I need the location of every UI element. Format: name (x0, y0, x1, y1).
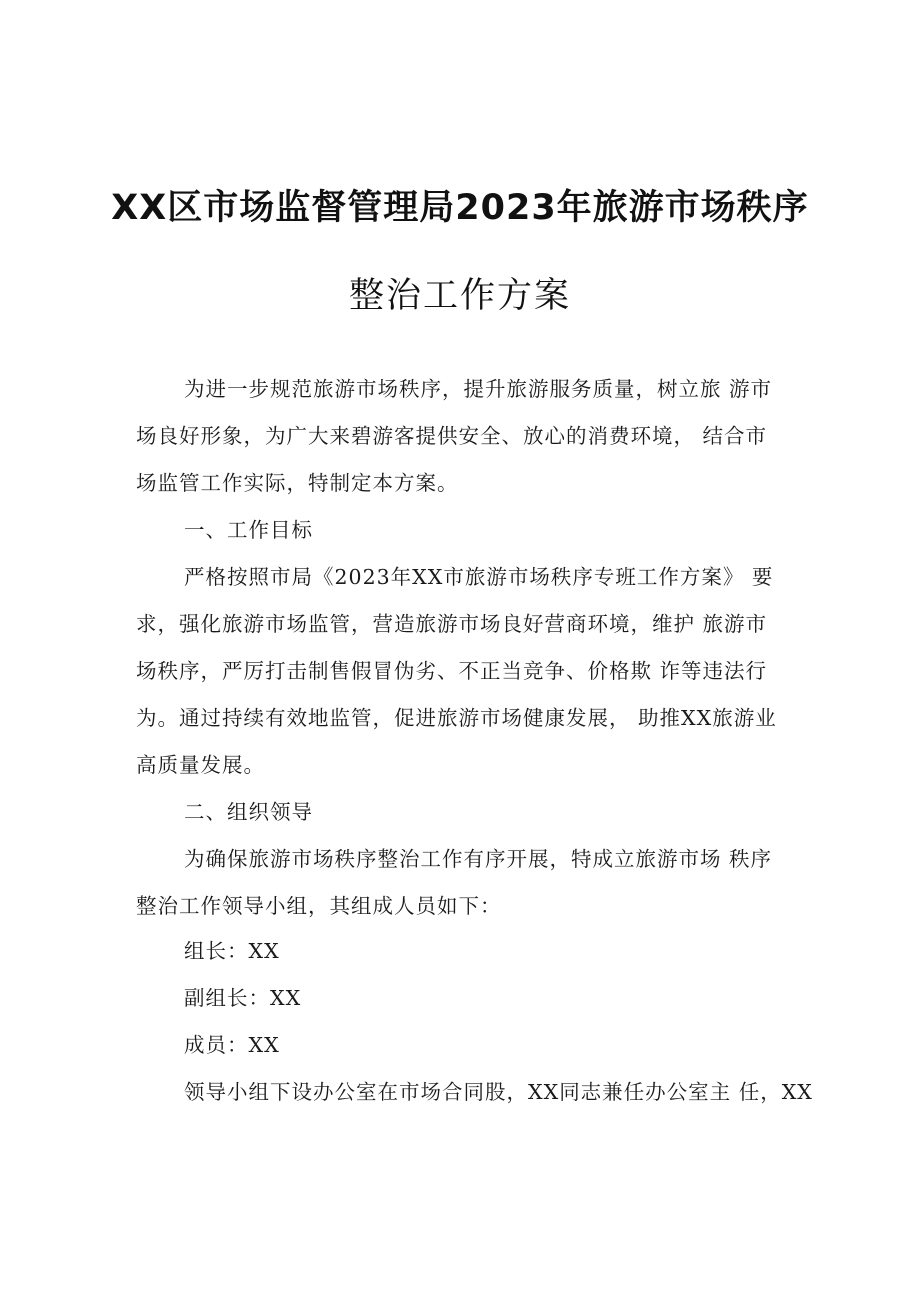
paragraph-line: 场良好形象，为广大来碧游客提供安全、放心的消费环境， 结合市 (136, 424, 768, 448)
document-title-line-2: 整治工作方案 (348, 276, 571, 316)
document-title-line-1: XX区市场监督管理局2023年旅游市场秩序 (111, 188, 809, 228)
paragraph-line: 严格按照市局《2023年XX市旅游市场秩序专班工作方案》 要 (184, 565, 774, 589)
paragraph-line: 整治工作领导小组，其组成人员如下： (136, 894, 502, 918)
paragraph-line: 场监管工作实际，特制定本方案。 (136, 471, 459, 495)
section-heading: 二、组织领导 (184, 800, 313, 824)
member-line: 副组长：XX (184, 986, 302, 1010)
paragraph-line: 为。通过持续有效地监管，促进旅游市场健康发展， 助推XX旅游业 (136, 706, 777, 730)
section-heading: 一、工作目标 (184, 518, 313, 542)
member-line: 组长：XX (184, 939, 280, 963)
paragraph-line: 为进一步规范旅游市场秩序，提升旅游服务质量，树立旅 游市 (184, 377, 773, 401)
member-line: 成员：XX (184, 1033, 280, 1057)
paragraph-line: 领导小组下设办公室在市场合同股，XX同志兼任办公室主 任，XX (184, 1080, 813, 1104)
paragraph-line: 为确保旅游市场秩序整治工作有序开展，特成立旅游市场 秩序 (184, 847, 773, 871)
paragraph-line: 高质量发展。 (136, 753, 265, 777)
paragraph-line: 求，强化旅游市场监管，营造旅游市场良好营商环境，维护 旅游市 (136, 612, 768, 636)
paragraph-line: 场秩序，严厉打击制售假冒伪劣、不正当竞争、价格欺 诈等违法行 (136, 659, 768, 683)
